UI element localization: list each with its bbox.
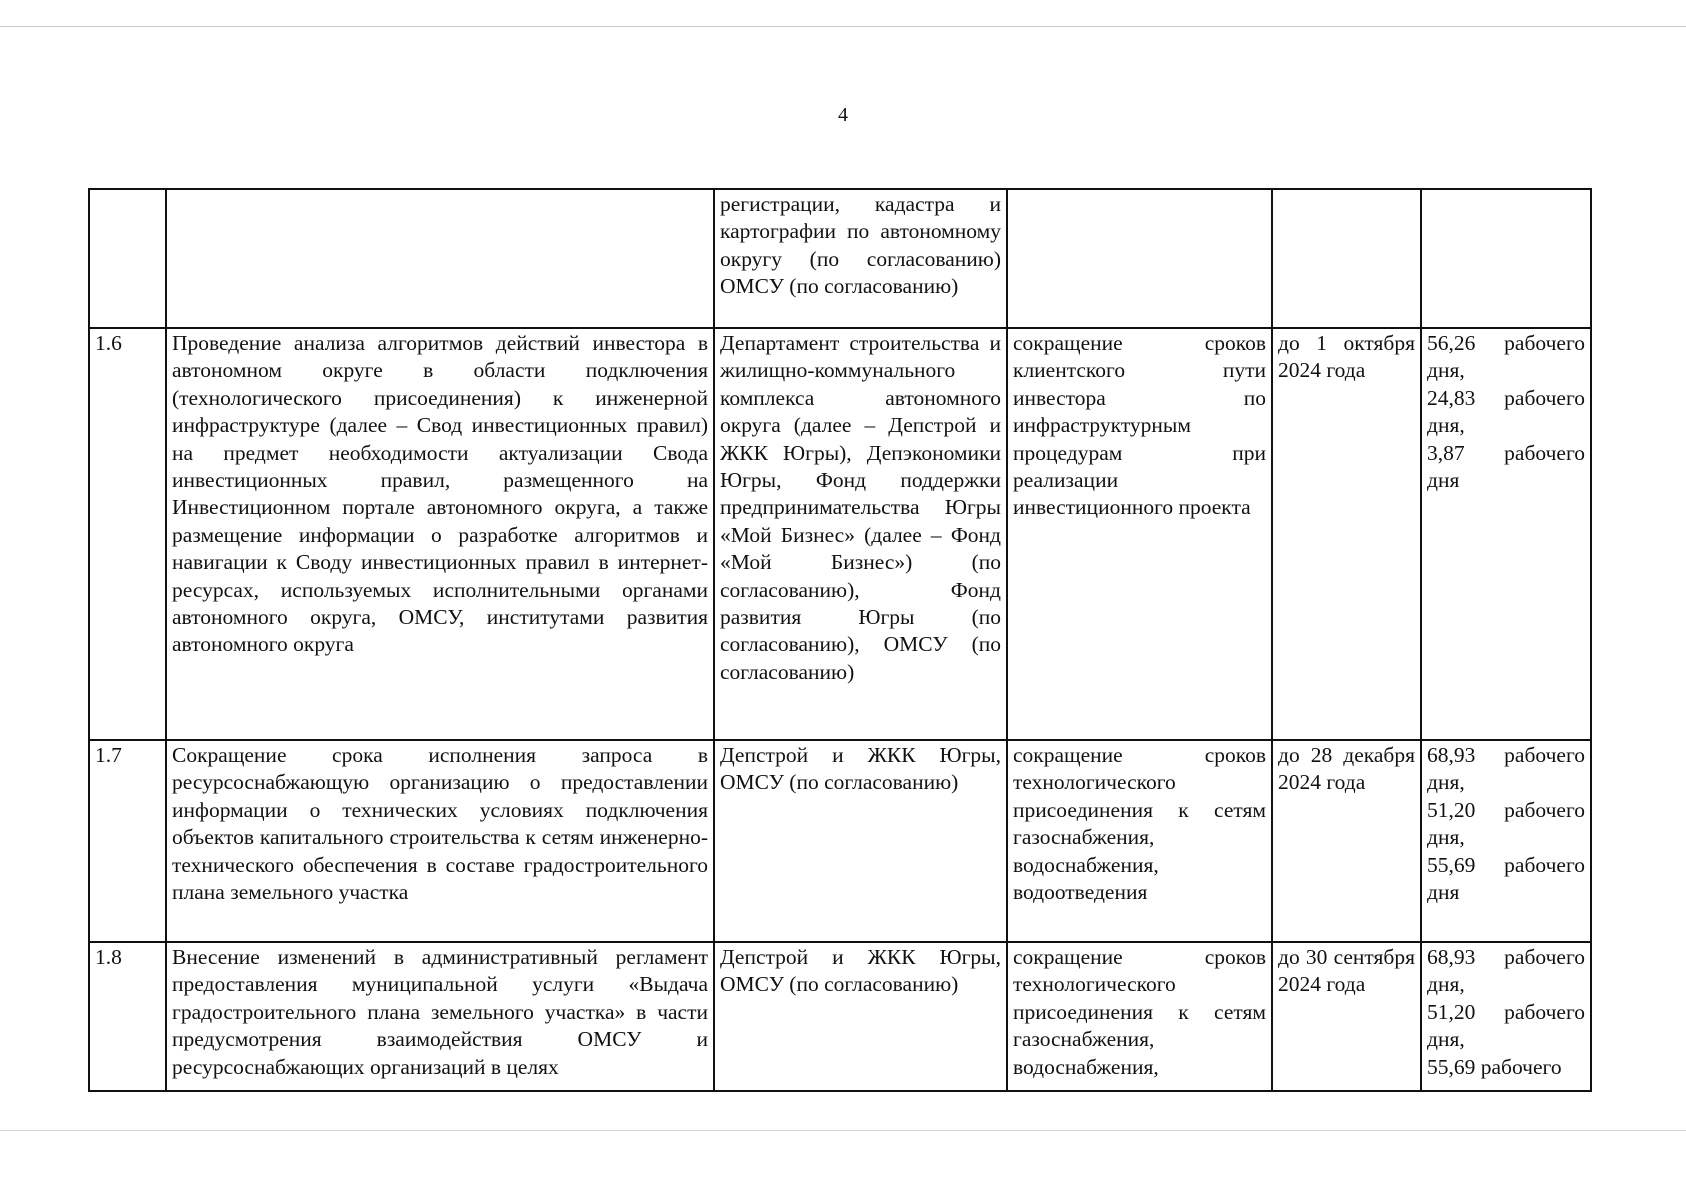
responsible-cell: Департамент строительства и жилищно-коммунального комплекса автономного округа (далее – Депcтрой и ЖКК Югры), Депэкономики Югры, Фонд поддержки предпринимательства Югры «Мой Бизнес» (далее – Фонд «Мой Бизнес») (по согласованию), Фонд развития Югры (по согласованию), ОМСУ (по согласованию) xyxy=(714,328,1007,740)
row-number xyxy=(89,189,166,328)
indicator-cell: сокращение сроков клиентского пути инвестора по инфраструктурным процедурам при реализации инвестиционного проекта xyxy=(1007,328,1272,740)
deadline-cell: до 30 сентября 2024 года xyxy=(1272,942,1421,1091)
responsible-cell: Депстрой и ЖКК Югры, ОМСУ (по согласованию) xyxy=(714,942,1007,1091)
responsible-cell: регистрации, кадастра и картографии по автономному округу (по согласованию) ОМСУ (по согласованию) xyxy=(714,189,1007,328)
result-value: 68,93 рабочего дня, xyxy=(1427,743,1585,795)
row-number: 1.6 xyxy=(89,328,166,740)
indicator-cell: сокращение сроков технологического присоединения к сетям газоснабжения, водоснабжения, водоотведения xyxy=(1007,740,1272,942)
measure-cell: Проведение анализа алгоритмов действий инвестора в автономном округе в области подключения (технологического присоединения) к инженерной инфраструктуре (далее – Свод инвестиционных правил) на предмет необходимости актуализации Свода инвестиционных правил, размещенного на Инвестиционном портале автономного округа, а также размещение информации о разработке алгоритмов и навигации к Своду инвестиционных правил в интернет-ресурсах, используемых исполнительными органами автономного округа, ОМСУ, институтами развития автономного округа xyxy=(166,328,714,740)
row-number: 1.8 xyxy=(89,942,166,1091)
result-value: 51,20 рабочего дня, xyxy=(1427,999,1585,1052)
result-cell xyxy=(1421,942,1591,1091)
result-value: 3,87 рабочего дня xyxy=(1427,440,1585,493)
result-value: 55,69 рабочего xyxy=(1427,1054,1562,1079)
row-number: 1.7 xyxy=(89,740,166,942)
responsible-cell: Депстрой и ЖКК Югры, ОМСУ (по согласованию) xyxy=(714,740,1007,942)
result-value: 68,93 рабочего дня, xyxy=(1427,945,1585,997)
result-value: 51,20 рабочего дня, xyxy=(1427,797,1585,850)
scan-edge-bottom xyxy=(0,1130,1686,1131)
table-row xyxy=(89,328,1591,740)
action-plan-table xyxy=(88,188,1592,1092)
deadline-cell xyxy=(1272,189,1421,328)
measure-cell: Внесение изменений в административный регламент предоставления муниципальной услуги «Выдача градостроительного плана земельного участка» в части предусмотрения взаимодействия ОМСУ и ресурсоснабжающих организаций в целях xyxy=(166,942,714,1091)
table-row xyxy=(89,740,1591,942)
scan-edge-top xyxy=(0,26,1686,27)
table-row xyxy=(89,942,1591,1091)
deadline-cell: до 28 декабря 2024 года xyxy=(1272,740,1421,942)
indicator-cell: сокращение сроков технологического присоединения к сетям газоснабжения, водоснабжения, xyxy=(1007,942,1272,1091)
page-number: 4 xyxy=(838,104,848,126)
result-value: 55,69 рабочего дня xyxy=(1427,852,1585,905)
result-cell xyxy=(1421,189,1591,328)
result-value: 56,26 рабочего дня, xyxy=(1427,331,1585,383)
indicator-cell xyxy=(1007,189,1272,328)
measure-cell xyxy=(166,189,714,328)
measure-cell: Сокращение срока исполнения запроса в ресурсоснабжающую организацию о предоставлении информации о технических условиях подключения объектов капитального строительства к сетям инженерно-технического обеспечения в составе градостроительного плана земельного участка xyxy=(166,740,714,942)
result-value: 24,83 рабочего дня, xyxy=(1427,385,1585,438)
deadline-cell: до 1 октября 2024 года xyxy=(1272,328,1421,740)
result-cell xyxy=(1421,740,1591,942)
table-row xyxy=(89,189,1591,328)
result-cell xyxy=(1421,328,1591,740)
